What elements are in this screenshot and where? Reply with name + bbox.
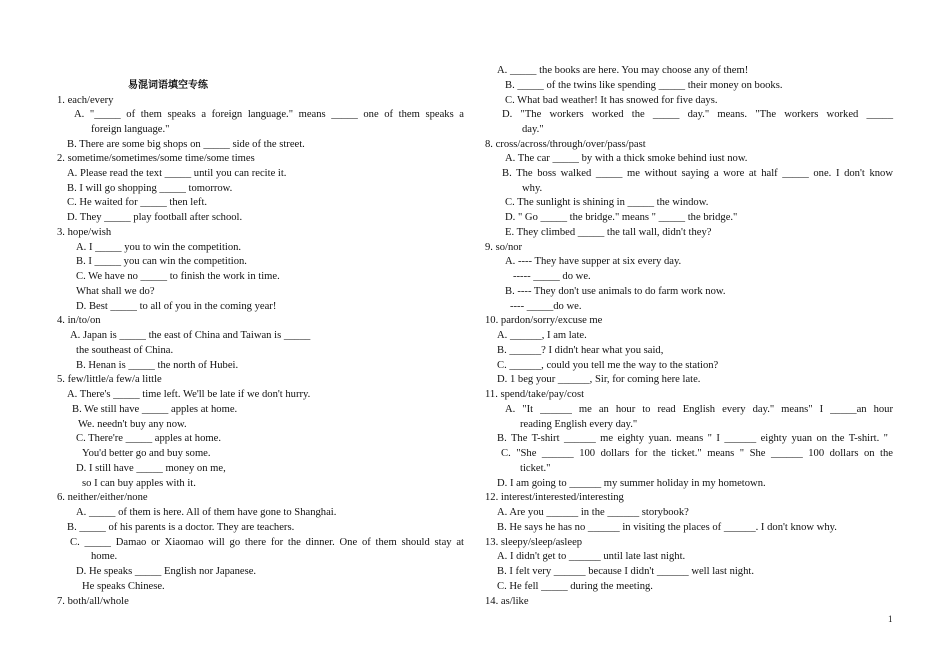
right-line: D. "The workers worked the _____ day." means. "The workers worked _____: [502, 109, 893, 120]
right-line: C. ______, could you tell me the way to the station?: [497, 360, 719, 371]
left-line: 4. in/to/on: [57, 315, 101, 326]
right-line: D. I am going to ______ my summer holiday in my hometown.: [497, 478, 766, 489]
left-line: 7. both/all/whole: [57, 596, 129, 607]
right-line: 9. so/nor: [485, 242, 523, 253]
left-line: 1. each/every: [57, 95, 114, 106]
right-line: A. ---- They have supper at six every day.: [505, 256, 682, 267]
left-line: B. I will go shopping _____ tomorrow.: [67, 183, 233, 194]
left-line: A. Japan is _____ the east of China and Taiwan is _____: [70, 330, 311, 341]
right-line: A. "It ______ me an hour to read English every day." means" I _____an hour: [505, 404, 893, 415]
right-line: B. He says he has no ______ in visiting the places of ______. I don't know why.: [497, 522, 837, 533]
left-line: so I can buy apples with it.: [82, 478, 196, 489]
right-line: B. The T-shirt ______ me eighty yuan. means " I ______ eighty yuan on the T-shirt. ": [497, 433, 888, 444]
left-line: home.: [91, 551, 118, 562]
right-line: 13. sleepy/sleep/asleep: [485, 537, 583, 548]
right-line: ---- _____do we.: [510, 301, 582, 312]
left-line: D. I still have _____ money on me,: [76, 463, 226, 474]
left-line: A. Please read the text _____ until you can recite it.: [67, 168, 287, 179]
right-line: B. _____ of the twins like spending _____ their money on books.: [505, 80, 783, 91]
left-line: C. _____ Damao or Xiaomao will go there for the dinner. One of them should stay at: [70, 537, 464, 548]
left-line: 6. neither/either/none: [57, 492, 148, 503]
left-line: What shall we do?: [76, 286, 155, 297]
right-line: A. The car _____ by with a thick smoke behind iust now.: [505, 153, 748, 164]
right-line: 11. spend/take/pay/cost: [485, 389, 585, 400]
left-line: B. Henan is _____ the north of Hubei.: [76, 360, 239, 371]
left-line: B. I _____ you can win the competition.: [76, 256, 247, 267]
left-line: D. They _____ play football after school.: [67, 212, 243, 223]
right-line: B. The boss walked _____ me without saying a wore at half _____ one. I don't know: [502, 168, 893, 179]
right-line: 10. pardon/sorry/excuse me: [485, 315, 603, 326]
left-line: We. needn't buy any now.: [78, 419, 187, 430]
right-line: C. "She ______ 100 dollars for the ticket." means " She ______ 100 dollars on the: [501, 448, 893, 459]
right-line: A. Are you ______ in the ______ storybook?: [497, 507, 689, 518]
left-line: C. We have no _____ to finish the work in time.: [76, 271, 280, 282]
right-line: A. _____ the books are here. You may choose any of them!: [497, 65, 749, 76]
right-line: D. 1 beg your ______, Sir, for coming here late.: [497, 374, 701, 385]
left-line: 3. hope/wish: [57, 227, 112, 238]
left-line: A. I _____ you to win the competition.: [76, 242, 242, 253]
right-line: B. I felt very ______ because I didn't ______ well last night.: [497, 566, 754, 577]
page-number: 1: [888, 614, 893, 624]
right-line: D. " Go _____ the bridge." means " _____ the bridge.": [505, 212, 738, 223]
right-line: C. What bad weather! It has snowed for five days.: [505, 95, 718, 106]
right-line: 14. as/like: [485, 596, 529, 607]
right-line: ----- _____ do we.: [513, 271, 591, 282]
right-line: reading English every day.": [520, 419, 638, 430]
right-line: ticket.": [520, 463, 551, 474]
right-line: why.: [522, 183, 543, 194]
right-line: B. ______? I didn't hear what you said,: [497, 345, 664, 356]
left-line: He speaks Chinese.: [82, 581, 165, 592]
left-line: D. Best _____ to all of you in the coming year!: [76, 301, 277, 312]
left-line: A. There's _____ time left. We'll be late if we don't hurry.: [67, 389, 311, 400]
right-line: E. They climbed _____ the tall wall, didn't they?: [505, 227, 712, 238]
left-line: the southeast of China.: [76, 345, 174, 356]
right-line: A. I didn't get to ______ until late last night.: [497, 551, 686, 562]
right-line: C. The sunlight is shining in _____ the window.: [505, 197, 709, 208]
left-line: B. There are some big shops on _____ side of the street.: [67, 139, 305, 150]
left-line: foreign language.": [91, 124, 170, 135]
left-line: A. "_____ of them speaks a foreign language." means _____ one of them speaks a: [74, 109, 464, 120]
right-line: 8. cross/across/through/over/pass/past: [485, 139, 646, 150]
left-line: 2. sometime/sometimes/some time/some times: [57, 153, 255, 164]
left-line: 5. few/little/a few/a little: [57, 374, 162, 385]
left-line: B. _____ of his parents is a doctor. They are teachers.: [67, 522, 295, 533]
document-title: 易混词语填空专练: [128, 80, 208, 91]
left-line: C. There're _____ apples at home.: [76, 433, 221, 444]
left-line: C. He waited for _____ then left.: [67, 197, 208, 208]
left-line: B. We still have _____ apples at home.: [72, 404, 238, 415]
right-line: day.": [522, 124, 544, 135]
left-line: You'd better go and buy some.: [82, 448, 211, 459]
right-line: 12. interest/interested/interesting: [485, 492, 624, 503]
right-line: C. He fell _____ during the meeting.: [497, 581, 653, 592]
right-line: B. ---- They don't use animals to do farm work now.: [505, 286, 726, 297]
right-line: A. ______, I am late.: [497, 330, 587, 341]
left-line: D. He speaks _____ English nor Japanese.: [76, 566, 257, 577]
left-line: A. _____ of them is here. All of them have gone to Shanghai.: [76, 507, 337, 518]
